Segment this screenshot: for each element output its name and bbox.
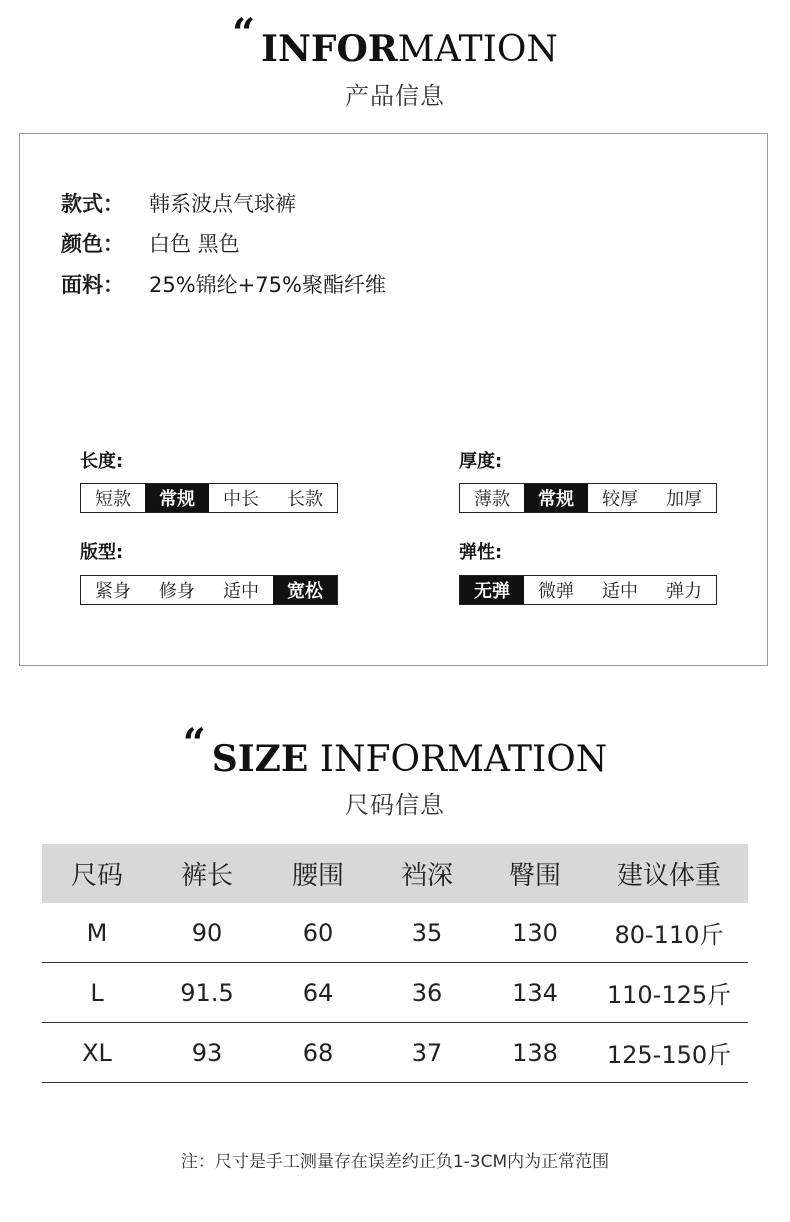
thickness-option: 较厚 [602, 489, 638, 510]
header-cell: 裤长 [180, 861, 233, 891]
fit-option: 紧身 [95, 581, 131, 602]
table-cell: 60 [302, 918, 334, 947]
title-bold-part: INFOR [261, 28, 398, 70]
table-cell: 68 [302, 1038, 334, 1067]
fabric-row [61, 269, 386, 299]
table-row [42, 903, 748, 963]
table-cell: 138 [512, 1038, 558, 1067]
fit-label: 版型: [80, 542, 124, 563]
table-cell: 35 [411, 918, 443, 947]
title-light-part: MATION [397, 29, 558, 70]
table-row [42, 963, 748, 1023]
fabric-label: 面料： [61, 273, 124, 297]
table-cell: 134 [512, 978, 558, 1007]
header-cell: 臀围 [508, 861, 561, 891]
table-cell: 64 [302, 978, 334, 1007]
header-cell: 腰围 [291, 861, 344, 891]
length-option: 长款 [287, 489, 323, 510]
elasticity-option: 微弹 [538, 581, 574, 602]
table-cell: XL [82, 1038, 112, 1067]
fabric-value: 25%锦纶+75%聚酯纤维 [149, 273, 386, 297]
color-label: 颜色： [61, 232, 124, 256]
length-option: 中长 [223, 489, 259, 510]
table-row [42, 1023, 748, 1083]
table-cell: 125-150斤 [606, 1041, 732, 1069]
fit-option: 适中 [223, 581, 259, 602]
product-info-title [0, 10, 790, 71]
style-row [61, 188, 296, 218]
color-row [61, 228, 240, 258]
table-cell: M [86, 918, 108, 947]
thickness-options [459, 483, 717, 513]
length-option: 短款 [95, 489, 131, 510]
table-cell: 36 [411, 978, 443, 1007]
table-header-row [42, 844, 748, 903]
table-cell: 80-110斤 [614, 921, 724, 949]
fit-option: 修身 [159, 581, 195, 602]
fit-options [80, 575, 338, 605]
title-light-part: INFORMATION [319, 739, 608, 780]
product-info-subtitle: 产品信息 [345, 82, 445, 110]
elasticity-option: 弹力 [666, 581, 702, 602]
elasticity-option: 无弹 [460, 576, 524, 604]
length-options [80, 483, 338, 513]
header-cell: 尺码 [70, 861, 123, 891]
color-value: 白色 黑色 [149, 232, 240, 256]
table-cell: 90 [191, 918, 223, 947]
table-cell: 91.5 [180, 978, 234, 1007]
table-cell: L [90, 978, 104, 1007]
thickness-label: 厚度: [459, 451, 503, 472]
title-bold-part: SIZE [211, 738, 309, 780]
table-cell: 37 [411, 1038, 443, 1067]
header-cell: 建议体重 [616, 861, 721, 891]
length-label: 长度: [80, 451, 124, 472]
measurement-note: 注：尺寸是手工测量存在误差约正负1-3CM内为正常范围 [180, 1152, 610, 1172]
table-cell: 93 [191, 1038, 223, 1067]
size-info-title [0, 720, 790, 781]
elasticity-label: 弹性: [459, 542, 503, 563]
elasticity-option: 适中 [602, 581, 638, 602]
style-value: 韩系波点气球裤 [149, 192, 296, 216]
style-label: 款式： [61, 192, 124, 216]
quote-mark: “ [232, 10, 256, 57]
size-info-subtitle: 尺码信息 [345, 791, 445, 819]
table-cell: 130 [512, 918, 558, 947]
table-cell: 110-125斤 [606, 981, 732, 1009]
size-table [42, 844, 748, 1083]
length-option: 常规 [145, 484, 209, 512]
thickness-option: 薄款 [474, 489, 510, 510]
elasticity-options [459, 575, 717, 605]
thickness-option: 加厚 [666, 489, 702, 510]
fit-option: 宽松 [273, 576, 337, 604]
thickness-option: 常规 [524, 484, 588, 512]
quote-mark: “ [182, 720, 206, 767]
header-cell: 裆深 [400, 861, 453, 891]
